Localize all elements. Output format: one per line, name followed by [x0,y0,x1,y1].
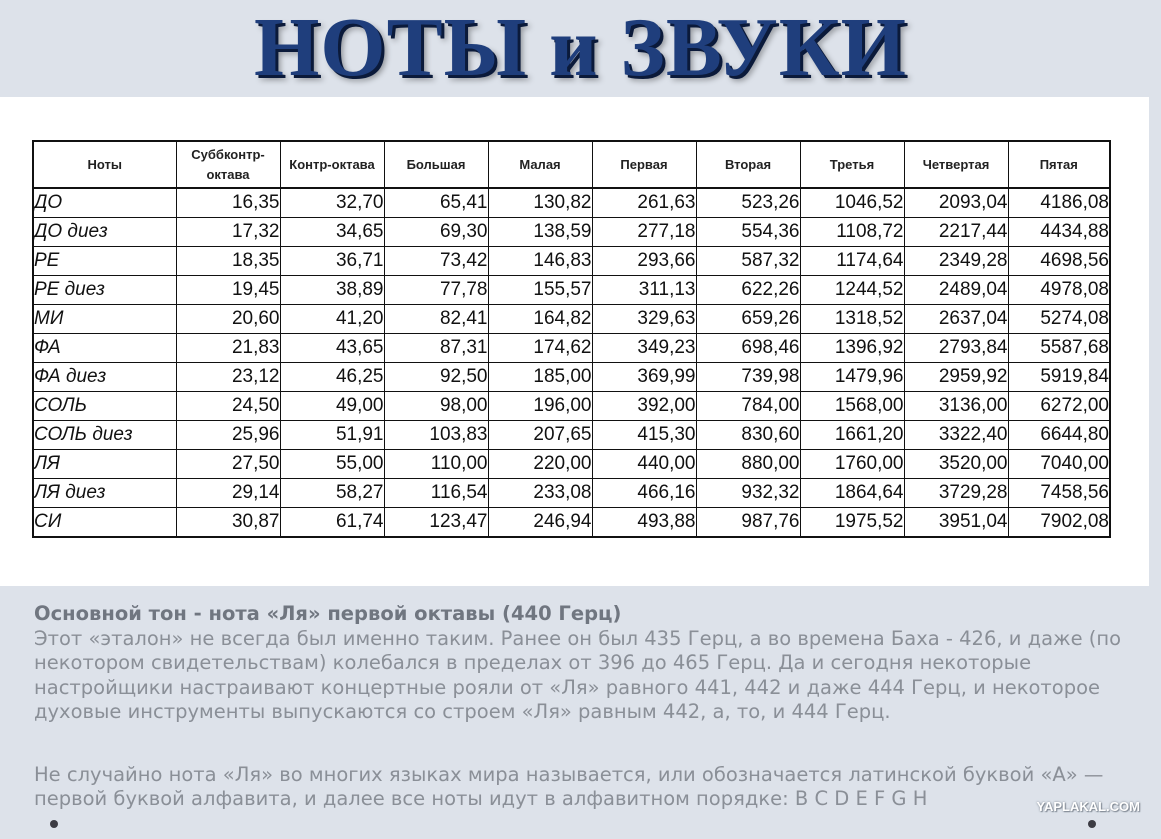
corner-dot-right [1088,820,1096,828]
corner-dot-left [50,820,58,828]
frequency-cell: 233,08 [488,479,592,508]
frequency-cell: 36,71 [280,247,384,276]
frequency-cell: 1318,52 [800,305,904,334]
frequency-cell: 155,57 [488,276,592,305]
frequency-cell: 61,74 [280,508,384,538]
frequency-cell: 1244,52 [800,276,904,305]
note-name-cell: РЕ диез [33,276,176,305]
frequency-cell: 4978,08 [1008,276,1110,305]
frequency-cell: 7040,00 [1008,450,1110,479]
frequency-cell: 587,32 [696,247,800,276]
note-name-cell: ДО диез [33,218,176,247]
frequency-cell: 3520,00 [904,450,1008,479]
frequency-cell: 77,78 [384,276,488,305]
frequency-cell: 130,82 [488,188,592,218]
frequency-cell: 932,32 [696,479,800,508]
frequency-cell: 87,31 [384,334,488,363]
frequency-cell: 293,66 [592,247,696,276]
frequency-cell: 2349,28 [904,247,1008,276]
table-row [33,450,1110,479]
frequency-cell: 2959,92 [904,363,1008,392]
frequency-cell: 6644,80 [1008,421,1110,450]
frequency-cell: 98,00 [384,392,488,421]
table-row [33,218,1110,247]
frequency-cell: 277,18 [592,218,696,247]
frequency-cell: 5274,08 [1008,305,1110,334]
table-body [33,188,1110,537]
frequency-cell: 103,83 [384,421,488,450]
frequency-cell: 7902,08 [1008,508,1110,538]
frequency-cell: 554,36 [696,218,800,247]
table-row [33,363,1110,392]
frequency-cell: 18,35 [176,247,280,276]
frequency-cell: 110,00 [384,450,488,479]
frequency-cell: 246,94 [488,508,592,538]
frequency-cell: 29,14 [176,479,280,508]
column-header: Третья [800,141,904,188]
frequency-cell: 73,42 [384,247,488,276]
note-name-cell: ФА диез [33,363,176,392]
frequency-cell: 2217,44 [904,218,1008,247]
frequency-cell: 21,83 [176,334,280,363]
frequency-cell: 5587,68 [1008,334,1110,363]
frequency-cell: 46,25 [280,363,384,392]
frequency-cell: 2793,84 [904,334,1008,363]
page-title: НОТЫ и ЗВУКИ [253,1,908,94]
frequency-cell: 196,00 [488,392,592,421]
column-header: Суббконтр-октава [176,141,280,188]
frequency-cell: 20,60 [176,305,280,334]
frequency-cell: 987,76 [696,508,800,538]
frequency-cell: 261,63 [592,188,696,218]
frequency-cell: 185,00 [488,363,592,392]
table-row [33,247,1110,276]
frequency-cell: 1975,52 [800,508,904,538]
frequency-cell: 1046,52 [800,188,904,218]
frequency-cell: 4434,88 [1008,218,1110,247]
frequency-cell: 4698,56 [1008,247,1110,276]
frequency-cell: 3136,00 [904,392,1008,421]
table-row [33,421,1110,450]
column-header: Ноты [33,141,176,188]
frequency-cell: 58,27 [280,479,384,508]
column-header: Четвертая [904,141,1008,188]
section-heading: Основной тон - нота «Ля» первой октавы (440 Герц) [34,602,622,625]
frequency-cell: 49,00 [280,392,384,421]
frequency-cell: 622,26 [696,276,800,305]
frequency-cell: 3951,04 [904,508,1008,538]
frequency-cell: 5919,84 [1008,363,1110,392]
paragraph-latin-letters: Не случайно нота «Ля» во многих языках мира называется, или обозначается латинской буквой «А» — первой буквой алфавита, и далее все ноты идут в алфавитном порядке: B C D E F G H [34,763,1104,811]
frequency-cell: 880,00 [696,450,800,479]
table-row [33,479,1110,508]
watermark: YAPLAKAL.COM [1036,799,1140,814]
frequency-cell: 123,47 [384,508,488,538]
frequency-cell: 65,41 [384,188,488,218]
frequency-cell: 440,00 [592,450,696,479]
column-header: Вторая [696,141,800,188]
frequency-cell: 523,26 [696,188,800,218]
frequency-cell: 830,60 [696,421,800,450]
column-header: Пятая [1008,141,1110,188]
note-name-cell: СОЛЬ [33,392,176,421]
frequency-cell: 32,70 [280,188,384,218]
frequency-cell: 55,00 [280,450,384,479]
frequency-cell: 43,65 [280,334,384,363]
frequency-cell: 2093,04 [904,188,1008,218]
frequency-cell: 659,26 [696,305,800,334]
frequency-cell: 69,30 [384,218,488,247]
frequency-cell: 164,82 [488,305,592,334]
note-name-cell: ЛЯ диез [33,479,176,508]
frequency-cell: 7458,56 [1008,479,1110,508]
table-row [33,508,1110,538]
paragraph-etalon-history: Этот «эталон» не всегда был именно таким. Ранее он был 435 Герц, а во времена Баха - 426, и даже (по некотором свидетельствам) колебался в пределах от 396 до 465 Герц. Да и сегодня некоторые настройщики настраивают концертные рояли от «Ля» равного 441, 442 и даже 444 Герц, и некоторое духовые инструменты выпускаются со строем «Ля» равным 442, а, то, и 444 Герц. [34,627,1122,723]
frequency-cell: 138,59 [488,218,592,247]
frequency-cell: 415,30 [592,421,696,450]
frequency-cell: 4186,08 [1008,188,1110,218]
frequency-cell: 1174,64 [800,247,904,276]
table-row [33,305,1110,334]
frequency-cell: 24,50 [176,392,280,421]
frequency-cell: 17,32 [176,218,280,247]
frequency-cell: 2637,04 [904,305,1008,334]
frequency-cell: 174,62 [488,334,592,363]
frequency-cell: 1661,20 [800,421,904,450]
frequency-cell: 116,54 [384,479,488,508]
frequency-cell: 2489,04 [904,276,1008,305]
note-name-cell: РЕ [33,247,176,276]
frequency-cell: 25,96 [176,421,280,450]
note-name-cell: ДО [33,188,176,218]
column-header: Первая [592,141,696,188]
note-name-cell: МИ [33,305,176,334]
frequency-cell: 369,99 [592,363,696,392]
frequency-cell: 329,63 [592,305,696,334]
frequency-cell: 784,00 [696,392,800,421]
frequency-cell: 311,13 [592,276,696,305]
table-row [33,334,1110,363]
frequency-cell: 207,65 [488,421,592,450]
frequency-cell: 1479,96 [800,363,904,392]
frequency-cell: 1864,64 [800,479,904,508]
frequency-cell: 1760,00 [800,450,904,479]
frequency-cell: 493,88 [592,508,696,538]
frequency-cell: 34,65 [280,218,384,247]
frequency-cell: 51,91 [280,421,384,450]
frequency-cell: 3322,40 [904,421,1008,450]
frequency-cell: 739,98 [696,363,800,392]
note-frequency-table [32,140,1111,538]
table-row [33,392,1110,421]
frequency-cell: 349,23 [592,334,696,363]
frequency-cell: 6272,00 [1008,392,1110,421]
note-name-cell: СИ [33,508,176,538]
frequency-cell: 27,50 [176,450,280,479]
table-row [33,276,1110,305]
note-name-cell: ЛЯ [33,450,176,479]
frequency-cell: 146,83 [488,247,592,276]
column-header: Большая [384,141,488,188]
frequency-cell: 1396,92 [800,334,904,363]
frequency-cell: 1568,00 [800,392,904,421]
table-header-row [33,141,1110,188]
frequency-cell: 19,45 [176,276,280,305]
frequency-cell: 392,00 [592,392,696,421]
frequency-cell: 3729,28 [904,479,1008,508]
frequency-cell: 30,87 [176,508,280,538]
frequency-cell: 23,12 [176,363,280,392]
column-header: Контр-октава [280,141,384,188]
frequency-cell: 38,89 [280,276,384,305]
note-name-cell: СОЛЬ диез [33,421,176,450]
frequency-cell: 466,16 [592,479,696,508]
frequency-cell: 92,50 [384,363,488,392]
table-row [33,188,1110,218]
frequency-cell: 82,41 [384,305,488,334]
frequency-cell: 220,00 [488,450,592,479]
note-name-cell: ФА [33,334,176,363]
frequency-cell: 698,46 [696,334,800,363]
frequency-cell: 16,35 [176,188,280,218]
column-header: Малая [488,141,592,188]
frequency-cell: 1108,72 [800,218,904,247]
frequency-cell: 41,20 [280,305,384,334]
